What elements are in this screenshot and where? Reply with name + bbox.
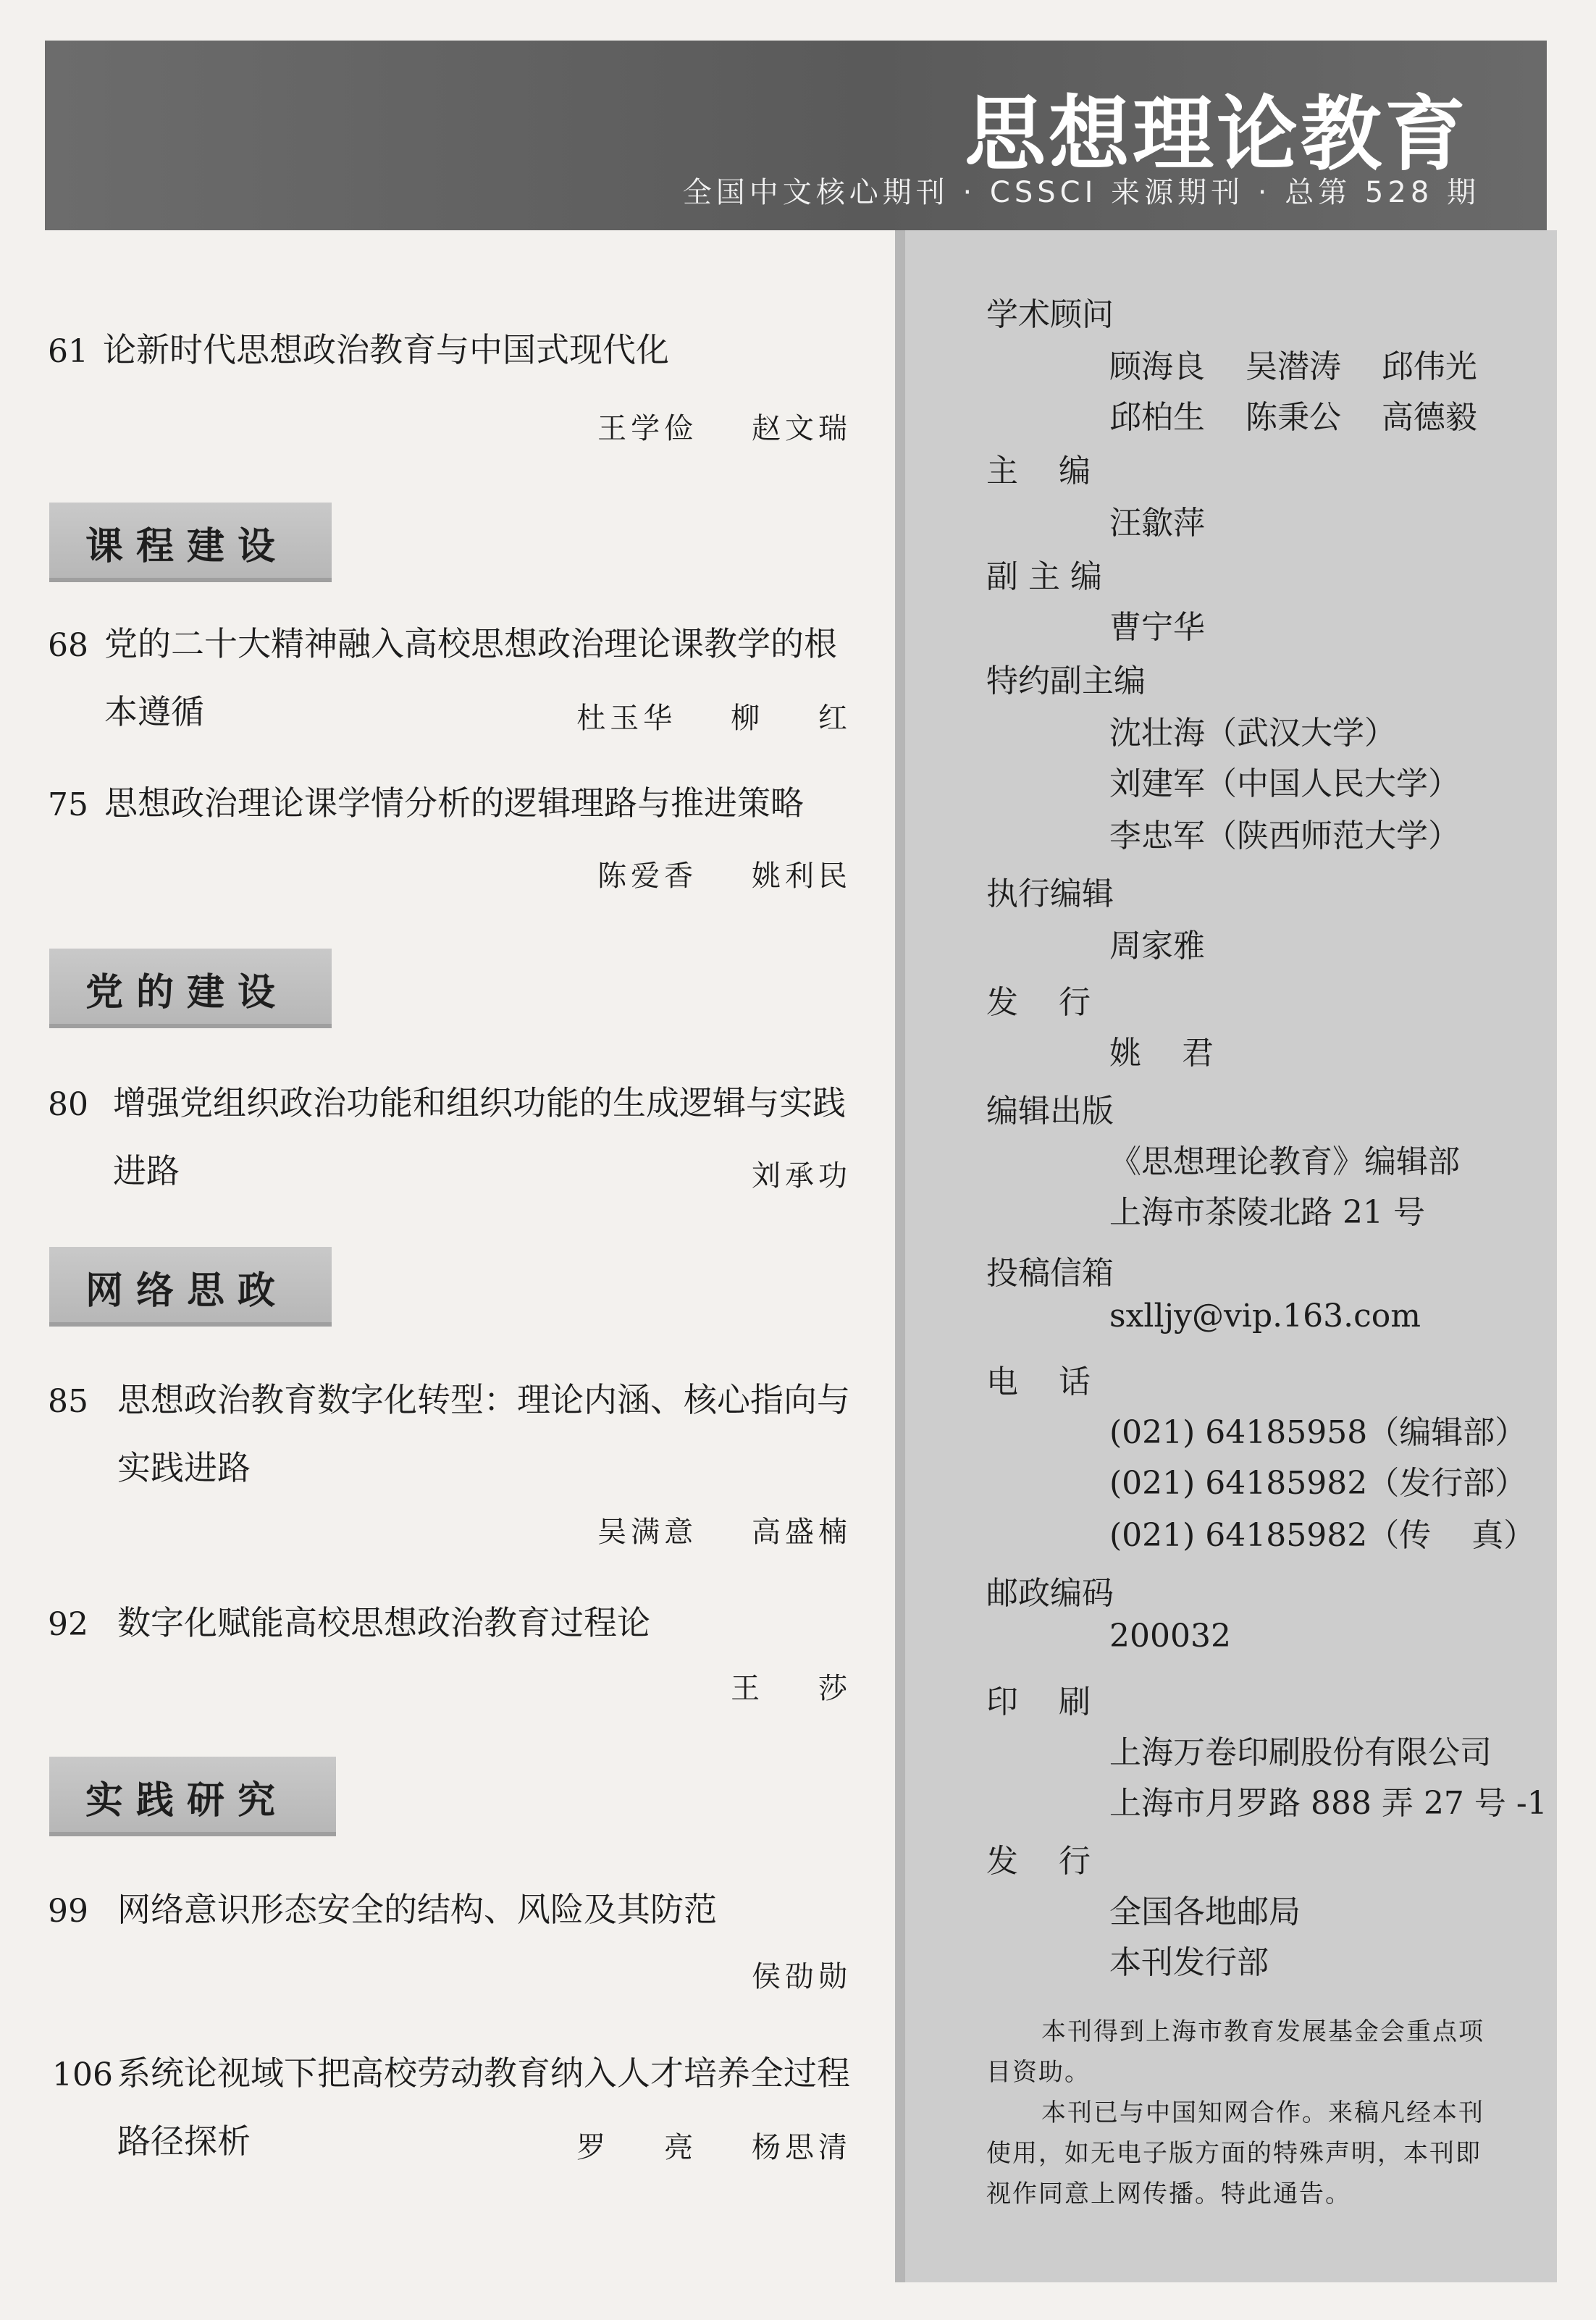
special-deputy-label: 特约副主编 bbox=[986, 663, 1146, 699]
notice-paragraph: 本刊得到上海市教育发展基金会重点项目资助。 bbox=[986, 2017, 1484, 2087]
toc-article[interactable] bbox=[48, 330, 852, 456]
funding-notice bbox=[986, 2012, 1502, 2214]
advisors-label: 学术顾问 bbox=[986, 296, 1114, 333]
phone-number: (021) 64185982（发行部） bbox=[1109, 1465, 1527, 1502]
article-title: 论新时代思想政治教育与中国式现代化 bbox=[103, 330, 669, 369]
deputy-editor-label: 副 主 编 bbox=[986, 558, 1102, 595]
toc-article[interactable] bbox=[48, 1890, 852, 1994]
article-page-number: 61 bbox=[48, 333, 88, 370]
article-authors: 吴满意 高盛楠 bbox=[597, 1516, 852, 1549]
article-authors: 侯劭勋 bbox=[752, 1960, 852, 1993]
toc-article[interactable] bbox=[48, 2056, 852, 2180]
distribution-label: 发 行 bbox=[986, 1843, 1091, 1880]
article-authors: 王学俭 赵文瑞 bbox=[597, 412, 852, 445]
article-page-number: 99 bbox=[48, 1893, 88, 1930]
toc-article[interactable] bbox=[48, 1083, 852, 1209]
printer-address: 上海市月罗路 888 弄 27 号 -1 bbox=[1109, 1785, 1547, 1822]
issuer-label: 发 行 bbox=[986, 984, 1091, 1021]
article-title: 思想政治教育数字化转型：理论内涵、核心指向与实践进路 bbox=[117, 1380, 850, 1487]
article-title: 网络意识形态安全的结构、风险及其防范 bbox=[117, 1890, 717, 1929]
toc-article[interactable] bbox=[48, 783, 852, 893]
postcode: 200032 bbox=[1109, 1618, 1231, 1655]
article-title: 思想政治理论课学情分析的逻辑理路与推进策略 bbox=[104, 783, 804, 823]
section-label: 课程建设 bbox=[85, 525, 289, 568]
article-title: 党的二十大精神融入高校思想政治理论课教学的根本遵循 bbox=[104, 624, 837, 731]
masthead-panel bbox=[895, 230, 1557, 2282]
distribution: 全国各地邮局 bbox=[1109, 1894, 1301, 1930]
special-deputy: 沈壮海（武汉大学） bbox=[1109, 715, 1396, 752]
article-page-number: 85 bbox=[48, 1383, 88, 1420]
publisher: 《思想理论教育》编辑部 bbox=[1109, 1143, 1460, 1180]
article-title: 系统论视域下把高校劳动教育纳入人才培养全过程路径探析 bbox=[117, 2054, 850, 2161]
article-page-number: 92 bbox=[48, 1606, 88, 1643]
article-title: 增强党组织政治功能和组织功能的生成逻辑与实践进路 bbox=[113, 1083, 846, 1190]
section-heading bbox=[49, 949, 332, 1028]
chief-editor: 汪歙萍 bbox=[1109, 505, 1205, 542]
section-heading bbox=[49, 1247, 332, 1327]
article-authors: 王 莎 bbox=[731, 1672, 852, 1705]
article-page-number: 106 bbox=[52, 2056, 113, 2093]
article-title: 数字化赋能高校思想政治教育过程论 bbox=[117, 1603, 650, 1642]
printer-label: 印 刷 bbox=[986, 1684, 1091, 1720]
chief-editor-label: 主 编 bbox=[986, 453, 1091, 489]
advisors-list: 顾海良 吴潜涛 邱伟光 bbox=[1109, 348, 1477, 385]
phone-number: (021) 64185982（传 真） bbox=[1109, 1517, 1536, 1554]
journal-subtitle: 全国中文核心期刊 · CSSCI 来源期刊 · 总第 528 期 bbox=[682, 176, 1480, 209]
section-heading bbox=[49, 1757, 336, 1836]
section-heading bbox=[49, 503, 332, 582]
email[interactable]: sxlljy@vip.163.com bbox=[1109, 1298, 1421, 1335]
notice-paragraph: 本刊已与中国知网合作。来稿凡经本刊使用，如无电子版方面的特殊声明，本刊即视作同意上网传播。特此通告。 bbox=[986, 2098, 1484, 2208]
article-page-number: 80 bbox=[48, 1086, 88, 1123]
article-page-number: 75 bbox=[48, 786, 88, 823]
special-deputy: 刘建军（中国人民大学） bbox=[1109, 765, 1460, 802]
exec-editor: 周家雅 bbox=[1109, 928, 1205, 964]
email-label: 投稿信箱 bbox=[986, 1255, 1114, 1292]
phone-number: (021) 64185958（编辑部） bbox=[1109, 1414, 1527, 1451]
exec-editor-label: 执行编辑 bbox=[986, 875, 1114, 912]
toc-article[interactable] bbox=[48, 624, 852, 750]
distribution: 本刊发行部 bbox=[1109, 1944, 1269, 1981]
article-authors: 杜玉华 柳 红 bbox=[576, 702, 852, 735]
issuer: 姚 君 bbox=[1109, 1035, 1214, 1072]
article-authors: 刘承功 bbox=[752, 1159, 852, 1193]
toc-article[interactable] bbox=[48, 1380, 852, 1550]
journal-title: 思想理论教育 bbox=[965, 88, 1469, 182]
publisher-address: 上海市茶陵北路 21 号 bbox=[1109, 1194, 1425, 1231]
printer: 上海万卷印刷股份有限公司 bbox=[1109, 1734, 1492, 1771]
phone-label: 电 话 bbox=[986, 1363, 1091, 1400]
publisher-label: 编辑出版 bbox=[986, 1093, 1114, 1130]
section-label: 实践研究 bbox=[85, 1779, 289, 1823]
toc-article[interactable] bbox=[48, 1603, 852, 1707]
section-label: 网络思政 bbox=[85, 1269, 289, 1313]
section-label: 党的建设 bbox=[85, 971, 289, 1014]
article-authors: 陈爱香 姚利民 bbox=[597, 860, 852, 893]
deputy-editor: 曹宁华 bbox=[1109, 609, 1205, 646]
special-deputy: 李忠军（陕西师范大学） bbox=[1109, 818, 1460, 854]
article-page-number: 68 bbox=[48, 627, 88, 664]
article-authors: 罗 亮 杨思清 bbox=[576, 2131, 852, 2164]
advisors-list: 邱柏生 陈秉公 高德毅 bbox=[1109, 399, 1477, 436]
postcode-label: 邮政编码 bbox=[986, 1575, 1114, 1612]
